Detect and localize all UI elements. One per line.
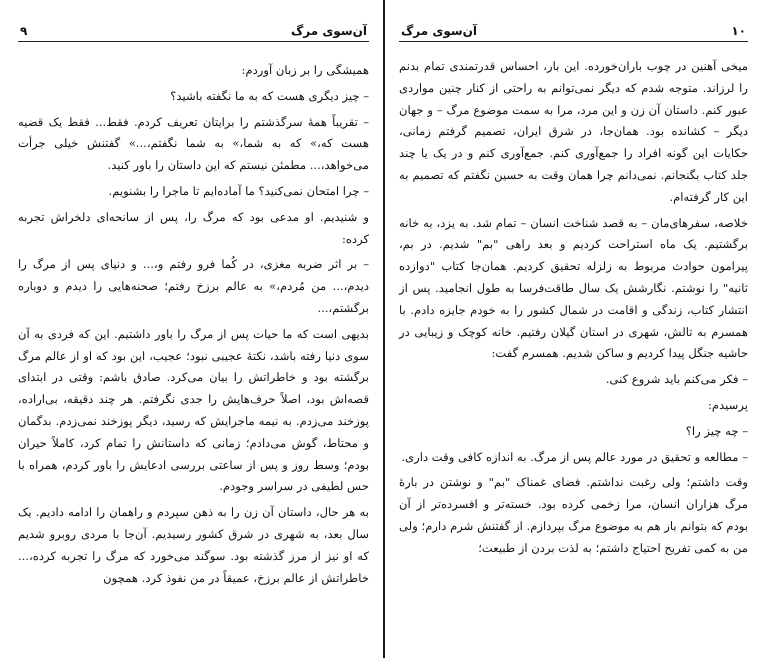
paragraph: – فکر می‌کنم باید شروع کنی. bbox=[605, 372, 748, 387]
paragraph: وقت داشتم؛ ولی رغبت نداشتم. فضای غمناک "بم" و نوشتن در بارهٔ مرگ هزاران انسان، مرا زخمی کرده بود. خسته‌تر و افسرده‌تر از آن بودم که بتوانم باز هم به موضوع مرگ بپردازم. از گفتنش شرم دارم؛ ولی من به کمی تفریح احتیاج داشتم؛ به لذت بردن از طبیعت؛ bbox=[399, 475, 748, 555]
right-page bbox=[385, 0, 768, 658]
paragraph: – چیز دیگری هست که به ما نگفته باشید؟ bbox=[170, 88, 369, 103]
paragraph: – چرا امتحان نمی‌کنید؟ ما آماده‌ایم تا ماجرا را بشنویم. bbox=[108, 183, 369, 198]
paragraph: – مطالعه و تحقیق در مورد عالم پس از مرگ. به اندازه کافی وقت داری. bbox=[401, 449, 748, 464]
paragraph: میخی آهنین در چوب باران‌خورده. این بار، احساس قدرتمندی تمام بدنم را لرزاند. متوجه شدم که دیگر نمی‌توانم به راحتی از کنار چنین مواردی عبور کنم. داستان آن زن و این مرد، مرا به سمت موضوع مرگ – و جهان دیگر – کشانده بود. همان‌جا، در شرق ایران، تصمیم گرفتم زمانی، حکایات این گونه افراد را جمع‌آوری کنم. جمع‌آوری کنم و در یک یا چند جلد کتاب بگنجانم. نمی‌دانم چرا همان وقت به حسین نگفتم که تصمیم به این کار گرفته‌ام. bbox=[399, 59, 748, 204]
left-page-running-title: آن‌سوی مرگ bbox=[290, 24, 367, 38]
paragraph: – تقریباً همهٔ سرگذشتم را برایتان تعریف کردم. فقط... فقط یک قضیه هست که،» که به شما،» به شما نگفتم،...» گفتنش خیلی جرأت می‌خواهد،... مطمئن نیستم که این داستان را باور کنید. bbox=[18, 114, 369, 173]
right-page-header bbox=[399, 8, 748, 42]
paragraph: به هر حال، داستان آن زن را به ذهن سپردم و راهمان را ادامه دادیم. یک سال بعد، به شهری در شرق کشور رسیدیم. آن‌جا با مردی روبرو شدیم که او نیز از مرز گذشته بود. سوگند می‌خورد که مرگ را تجربه کرده،... خاطراتش از عالم برزخ، عمیقاً در من نفوذ کرد. همچون bbox=[18, 505, 369, 585]
paragraph: پرسیدم: bbox=[707, 397, 748, 412]
paragraph: بدیهی است که ما حیات پس از مرگ را باور داشتیم. این که فردی به آن سوی دنیا رفته باشد، نکتهٔ عجیبی نبود؛ عجیب، این بود که او از عالم مرگ برگشته بود و خاطراتش را بیان می‌کرد. صادق باشم: وقتی در ابتدای قصه‌اش بود، اصلاً حرف‌هایش را جدی نگرفتم. هر چند دقیقه، بی‌اراده، پوزخند می‌زدم. به نیمه ماجرایش که رسید، دیگر پوزخند نمی‌زدم. بدگمان و محتاط، گوش می‌دادم؛ زمانی که داستانش را تمام کرد، کاملاً حیران بودم؛ وسط روز و پس از ساعتی بررسی ادعایش را باور کردم، همراه با حس لطیفی در سراسر وجودم. bbox=[18, 326, 369, 494]
right-page-running-title: آن‌سوی مرگ bbox=[401, 24, 478, 38]
paragraph: همیشگی را بر زبان آوردم: bbox=[241, 63, 369, 77]
paragraph: و شنیدیم. او مدعی بود که مرگ را، پس از سانحه‌ای دلخراش تجربه کرده: bbox=[18, 209, 369, 246]
paragraph: – چه چیز را؟ bbox=[685, 423, 748, 438]
paragraph: خلاصه، سفرهای‌مان – به قصد شناخت انسان – تمام شد. به یزد، به خانه برگشتیم. یک ماه استراحت کردیم و بعد راهی "بم" شدیم. در بم، پیرامون حوادث مربوط به زلزله تحقیق کردیم. همان‌جا کتاب "دوازده ثانیه" را نوشتم. نگارشش یک سال طاقت‌فرسا به طول انجامید. پس از انتشار کتاب، زندگی و اقامت در شمال کشور را به خودم جایزه دادم. با همسرم به تالش، شهری در استان گیلان رفتیم. خانه کوچک و زیبایی در حاشیه جنگل پیدا کردیم و ساکن شدیم. همسرم گفت: bbox=[399, 215, 748, 361]
left-page-body bbox=[18, 60, 369, 589]
paragraph: – بر اثر ضربه مغزی، در کُما فرو رفتم و،... و دنیای پس از مرگ را دیدم،... من مُردم،» به عالم برزخ رفتم؛ صحنه‌هایی را دیدم و دوباره برگشتم،... bbox=[18, 257, 369, 315]
left-page bbox=[0, 0, 383, 658]
right-page-number: ۱۰ bbox=[731, 24, 746, 38]
right-page-body bbox=[399, 56, 748, 560]
left-page-header bbox=[18, 8, 369, 42]
left-page-number: ۹ bbox=[20, 24, 28, 38]
